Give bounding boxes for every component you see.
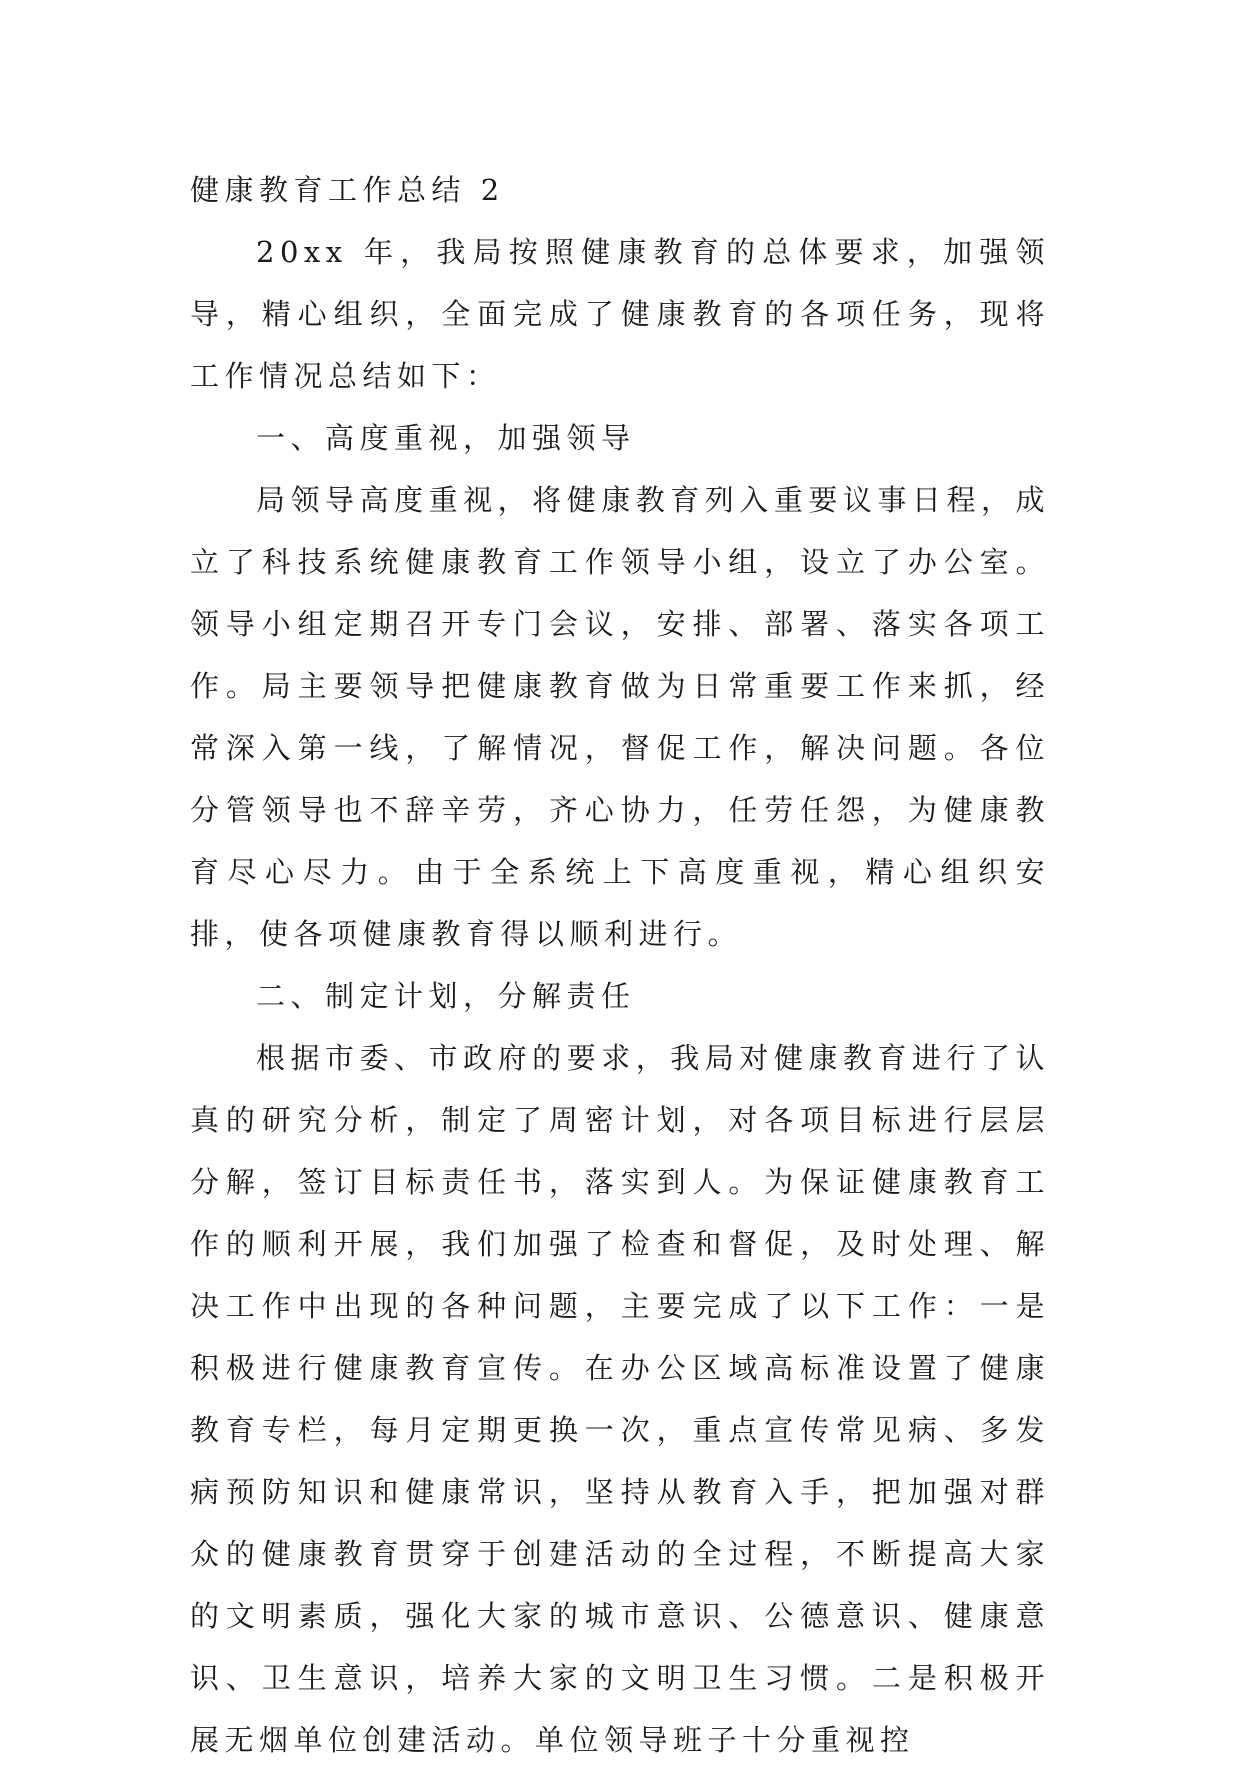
section-1-paragraph: 局领导高度重视，将健康教育列入重要议事日程，成立了科技系统健康教育工作领导小组，设立了办公室。领导小组定期召开专门会议，安排、部署、落实各项工作。局主要领导把健康教育做为日常重要工作来抓，经常深入第一线，了解情况，督促工作，解决问题。各位分管领导也不辞辛劳，齐心协力，任劳任怨，为健康教育尽心尽力。由于全系统上下高度重视，精心组织安排，使各项健康教育得以顺利进行。	[190, 483, 1050, 951]
document-body	[190, 159, 1050, 1771]
document-title: 健康教育工作总结 2	[190, 173, 505, 207]
section-2-paragraph: 根据市委、市政府的要求，我局对健康教育进行了认真的研究分析，制定了周密计划，对各项目标进行层层分解，签订目标责任书，落实到人。为保证健康教育工作的顺利开展，我们加强了检查和督促，及时处理、解决工作中出现的各种问题，主要完成了以下工作：一是积极进行健康教育宣传。在办公区域高标准设置了健康教育专栏，每月定期更换一次，重点宣传常见病、多发病预防知识和健康常识，坚持从教育入手，把加强对群众的健康教育贯穿于创建活动的全过程，不断提高大家的文明素质，强化大家的城市意识、公德意识、健康意识、卫生意识，培养大家的文明卫生习惯。二是积极开展无烟单位创建活动。单位领导班子十分重视控	[190, 1041, 1050, 1757]
section-heading-2: 二、制定计划，分解责任	[256, 979, 636, 1013]
section-heading-1: 一、高度重视，加强领导	[256, 421, 636, 455]
intro-paragraph: 20xx 年，我局按照健康教育的总体要求，加强领导，精心组织，全面完成了健康教育的各项任务，现将工作情况总结如下：	[190, 235, 1050, 393]
